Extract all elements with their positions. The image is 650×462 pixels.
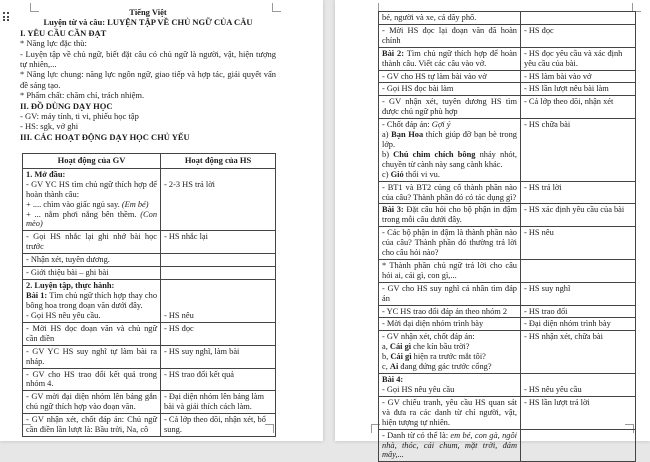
hs-cell: - HS trả lời xyxy=(521,181,636,204)
hs-cell: - HS trao đổi xyxy=(521,305,636,318)
hs-cell xyxy=(521,429,636,462)
table-row xyxy=(23,345,276,368)
gv-cell: Bài 4: - Gọi HS nêu yêu cầu xyxy=(379,374,521,397)
hs-cell: - HS suy nghĩ xyxy=(521,282,636,305)
gv-cell: - GV cho HS suy nghĩ cá nhân tìm đáp án xyxy=(379,282,521,305)
table-row xyxy=(379,318,636,331)
table-row xyxy=(379,83,636,96)
table-row xyxy=(379,47,636,70)
hs-cell: - Đại diện nhóm trình bày xyxy=(521,318,636,331)
hs-cell: - Đại diện nhóm lên bảng làm bài và giải thích cách làm. xyxy=(161,391,276,414)
table-row xyxy=(23,267,276,280)
table-row xyxy=(23,391,276,414)
activities-table-page1 xyxy=(22,153,276,437)
doc-line: * Năng lực chung: năng lực ngôn ngữ, giao tiếp và hợp tác, giải quyết vấn đề sáng tạo. xyxy=(20,69,276,90)
table-row xyxy=(379,119,636,181)
page-2 xyxy=(335,0,650,460)
hs-cell: - HS nêu yêu cầu xyxy=(521,374,636,397)
hs-cell: - Cả lớp theo dõi, nhận xét xyxy=(521,96,636,119)
table-row xyxy=(23,368,276,391)
hs-cell: - HS nhận xét, chữa bài xyxy=(521,331,636,374)
table-row xyxy=(23,231,276,254)
gv-cell: - Gọi HS nhắc lại ghi nhớ bài học trước xyxy=(23,231,161,254)
hs-column-header: Hoạt động của HS xyxy=(161,154,276,169)
table-row xyxy=(379,96,636,119)
hs-cell: - HS nêu xyxy=(161,279,276,322)
gv-cell: - GV nhận xét, chốt đáp án: Chủ ngữ cần điền lần lượt là: Bầu trời, Na, cô xyxy=(23,414,161,437)
gv-cell: - YC HS trao đổi đáp án theo nhóm 2 xyxy=(379,305,521,318)
page-1 xyxy=(0,0,323,441)
doc-line: - GV: máy tính, ti vi, phiếu học tập xyxy=(20,111,139,122)
table-row xyxy=(379,70,636,83)
doc-line: * Năng lực đặc thù: xyxy=(20,38,87,49)
gv-cell: - Danh từ có thể là: em bé, con gà, ngôi nhà, thóc, cái chum, mặt trời, đám mây,... xyxy=(379,429,521,462)
hs-cell: - HS đọc yêu cầu và xác định yêu cầu của bài. xyxy=(521,47,636,70)
doc-line: I. YÊU CẦU CẦN ĐẠT xyxy=(20,27,107,38)
gv-cell: - Giới thiệu bài – ghi bài xyxy=(23,267,161,280)
gv-cell: 2. Luyện tập, thực hành: Bài 1: Tìm chủ ngữ thích hợp thay cho bông hoa trong đoạn văn dưới đây. - Gọi HS nêu yêu cầu. xyxy=(23,279,161,322)
table-row xyxy=(379,305,636,318)
hs-cell: - HS lần lượt trả lời xyxy=(521,396,636,429)
hs-cell: - Cả lớp theo dõi, nhận xét, bổ sung. xyxy=(161,414,276,437)
table-row xyxy=(23,168,276,230)
hs-cell: - 2-3 HS trả lời xyxy=(161,168,276,230)
gv-cell: * Thành phần chủ ngữ trả lời cho câu hỏi ai, cái gì, con gì,... xyxy=(379,259,521,282)
table-row xyxy=(23,279,276,322)
hs-cell: - HS đọc xyxy=(521,24,636,47)
gv-cell: - GV chiếu tranh, yêu cầu HS quan sát và đưa ra các danh từ chỉ người, vật, hiện tượng tự nhiên. xyxy=(379,396,521,429)
hs-cell xyxy=(161,254,276,267)
table-row xyxy=(379,24,636,47)
drag-handle-icon[interactable] xyxy=(3,12,9,21)
hs-cell: - HS suy nghĩ, làm bài xyxy=(161,345,276,368)
gv-cell: - GV cho HS tự làm bài vào vở xyxy=(379,70,521,83)
lesson-plan-header xyxy=(20,7,276,142)
gv-cell: - Mời HS đọc đoạn văn và chủ ngữ cần điền xyxy=(23,322,161,345)
hs-cell: - HS xác định yêu cầu của bài xyxy=(521,204,636,227)
table-row xyxy=(379,181,636,204)
doc-line: - HS: sgk, vở ghi xyxy=(20,121,79,132)
hs-cell: - HS nhắc lại xyxy=(161,231,276,254)
gv-cell: - Các bộ phận in đậm là thành phần nào của câu? Thành phần đó thường trả lời cho câu hỏi nào? xyxy=(379,227,521,260)
gv-cell: - GV nhận xét, chốt đáp án: a, Cái gì che kín bầu trời? b, Cái gì hiện ra trước mắt tôi? c, Ai đang đứng gác trước cổng? xyxy=(379,331,521,374)
table-row xyxy=(23,414,276,437)
doc-line: Luyện từ và câu: LUYỆN TẬP VỀ CHỦ NGỮ CỦA CÂU xyxy=(43,17,253,28)
gv-cell: 1. Mở đầu: - GV YC HS tìm chủ ngữ thích hợp để hoàn thành câu: + .... chìm vào giấc ngủ say. (Em bé) + ... nằm phơi nắng bên thềm. (Con mèo) xyxy=(23,168,161,230)
table-row xyxy=(379,204,636,227)
table-row xyxy=(379,227,636,260)
hs-cell xyxy=(521,12,636,25)
gv-cell: - Mời đại diện nhóm trình bày xyxy=(379,318,521,331)
doc-line: - Luyện tập về chủ ngữ, biết đặt câu có chủ ngữ là người, vật, hiện tượng tự nhiên,... xyxy=(20,48,276,70)
hs-cell: - HS làm bài vào vở xyxy=(521,70,636,83)
table-row xyxy=(379,374,636,397)
hs-cell xyxy=(161,267,276,280)
doc-line: III. CÁC HOẠT ĐỘNG DẠY HỌC CHỦ YẾU xyxy=(20,131,190,142)
table-row xyxy=(23,322,276,345)
hs-cell: - HS đọc xyxy=(161,322,276,345)
gv-cell: - GV mời đại diện nhóm lên bảng gắn chủ ngữ thích hợp vào đoạn văn. xyxy=(23,391,161,414)
doc-line: II. ĐỒ DÙNG DẠY HỌC xyxy=(20,100,113,111)
gv-cell: - GV cho HS trao đổi kết quả trong nhóm 4. xyxy=(23,368,161,391)
hs-cell: - HS chữa bài xyxy=(521,119,636,181)
gv-cell: Bài 2: Tìm chủ ngữ thích hợp để hoàn thành câu. Viết các câu vào vở. xyxy=(379,47,521,70)
gv-cell: - Nhận xét, tuyên dương. xyxy=(23,254,161,267)
gv-cell: Bài 3: Đặt câu hỏi cho bộ phận in đậm trong mỗi câu dưới đây. xyxy=(379,204,521,227)
gv-cell: - GV YC HS suy nghĩ tự làm bài ra nháp. xyxy=(23,345,161,368)
hs-cell xyxy=(521,259,636,282)
table-row xyxy=(379,259,636,282)
gv-cell: - BT1 và BT2 củng cố thành phần nào của câu? Thành phần đó có tác dụng gì? xyxy=(379,181,521,204)
gv-cell: - Chốt đáp án: Gợi ý a) Bạn Hoa thích giúp đỡ bạn bè trong lớp. b) Chú chim chích bông nhảy nhót, chuyền từ cành này sang cành khác. c) Gió thổi vi vu. xyxy=(379,119,521,181)
gv-cell: - Gọi HS đọc bài làm xyxy=(379,83,521,96)
gv-column-header: Hoạt động của GV xyxy=(23,154,161,169)
table-row xyxy=(379,282,636,305)
table-row xyxy=(379,331,636,374)
hs-cell: - HS nêu xyxy=(521,227,636,260)
hs-cell: - HS trao đổi kết quả xyxy=(161,368,276,391)
gv-cell: - Mời HS đọc lại đoạn văn đã hoàn chỉnh xyxy=(379,24,521,47)
doc-line: * Phẩm chất: chăm chỉ, trách nhiệm. xyxy=(20,90,145,101)
table-row xyxy=(379,12,636,25)
hs-cell: - HS lần lượt nêu bài làm xyxy=(521,83,636,96)
activities-table-page2 xyxy=(378,11,636,462)
gv-cell: bé, người và xe, cả dãy phố. xyxy=(379,12,521,25)
doc-line: Tiếng Việt xyxy=(129,7,167,17)
gv-cell: - GV nhận xét, tuyên dương HS tìm được chủ ngữ phù hợp xyxy=(379,96,521,119)
table-row xyxy=(23,254,276,267)
table-header-row xyxy=(23,154,276,169)
table-row xyxy=(379,429,636,462)
table-row xyxy=(379,396,636,429)
